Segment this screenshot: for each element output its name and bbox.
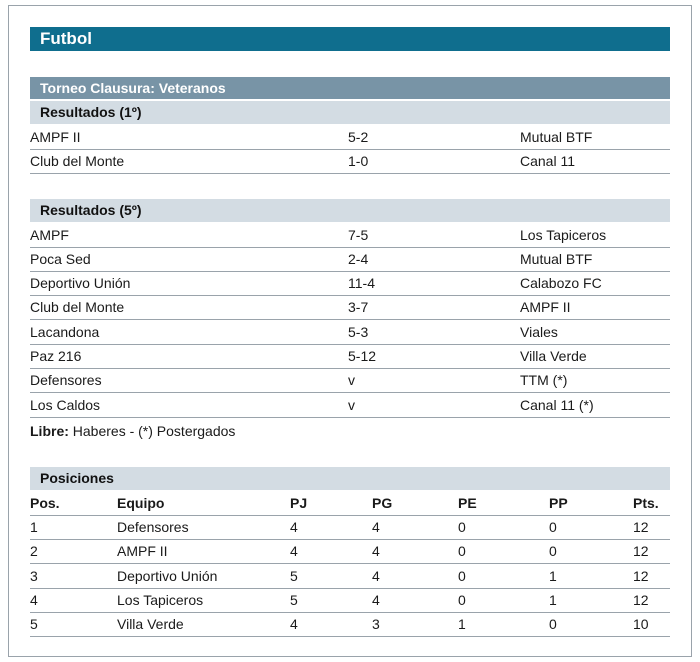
cell-pj: 4	[290, 616, 298, 632]
libre-text: Haberes - (*) Postergados	[68, 423, 236, 439]
cell-pg: 4	[372, 543, 380, 559]
table-row	[30, 224, 670, 248]
away-team: Mutual BTF	[520, 129, 593, 145]
home-team: Poca Sed	[30, 251, 91, 267]
column-header: PE	[458, 495, 477, 511]
page-title: Futbol	[30, 27, 670, 51]
score: 11-4	[348, 275, 375, 291]
cell-team: Los Tapiceros	[117, 592, 204, 608]
cell-pe: 0	[458, 592, 466, 608]
cell-pp: 0	[549, 519, 557, 535]
cell-pos: 1	[30, 519, 38, 535]
cell-pts: 12	[633, 543, 649, 559]
cell-pos: 5	[30, 616, 38, 632]
table-row	[30, 394, 670, 418]
cell-pp: 0	[549, 543, 557, 559]
away-team: Canal 11 (*)	[520, 397, 594, 413]
table-row	[30, 150, 670, 174]
cell-pg: 4	[372, 568, 380, 584]
home-team: Club del Monte	[30, 299, 125, 315]
cell-pts: 12	[633, 592, 649, 608]
column-header: Pos.	[30, 495, 60, 511]
table-row	[30, 565, 670, 589]
home-team: AMPF II	[30, 129, 81, 145]
cell-pp: 1	[549, 568, 557, 584]
cell-team: AMPF II	[117, 543, 168, 559]
home-team: Los Caldos	[30, 397, 101, 413]
home-team: Lacandona	[30, 324, 100, 340]
table-row	[30, 540, 670, 564]
home-team: Deportivo Unión	[30, 275, 131, 291]
cell-pp: 1	[549, 592, 557, 608]
cell-pp: 0	[549, 616, 557, 632]
table-row	[30, 296, 670, 320]
score: 3-7	[348, 299, 369, 315]
results1-heading: Resultados (1º)	[30, 101, 670, 124]
home-team: Defensores	[30, 372, 102, 388]
cell-pj: 5	[290, 568, 298, 584]
column-header: Equipo	[117, 495, 165, 511]
cell-pe: 0	[458, 519, 466, 535]
score: 1-0	[348, 153, 369, 169]
cell-pts: 12	[633, 519, 649, 535]
home-team: Club del Monte	[30, 153, 125, 169]
away-team: TTM (*)	[520, 372, 568, 388]
cell-pe: 1	[458, 616, 466, 632]
away-team: Mutual BTF	[520, 251, 593, 267]
home-team: AMPF	[30, 227, 69, 243]
cell-team: Villa Verde	[117, 616, 184, 632]
table-row	[30, 589, 670, 613]
away-team: Los Tapiceros	[520, 227, 607, 243]
results5-heading: Resultados (5º)	[30, 199, 670, 222]
cell-pts: 12	[633, 568, 649, 584]
home-team: Paz 216	[30, 348, 82, 364]
away-team: Villa Verde	[520, 348, 587, 364]
column-header: Pts.	[633, 495, 659, 511]
cell-pj: 4	[290, 543, 298, 559]
libre-note	[30, 421, 235, 441]
away-team: Calabozo FC	[520, 275, 602, 291]
tournament-title: Torneo Clausura: Veteranos	[30, 77, 670, 99]
away-team: Canal 11	[520, 153, 576, 169]
score: v	[348, 372, 355, 388]
cell-team: Defensores	[117, 519, 189, 535]
table-row	[30, 272, 670, 296]
standings-header-row	[30, 492, 670, 516]
score: 5-2	[348, 129, 369, 145]
cell-team: Deportivo Unión	[117, 568, 218, 584]
cell-pj: 5	[290, 592, 298, 608]
away-team: AMPF II	[520, 299, 571, 315]
cell-pg: 4	[372, 592, 380, 608]
cell-pos: 2	[30, 543, 38, 559]
score: 5-12	[348, 348, 377, 364]
cell-pj: 4	[290, 519, 298, 535]
table-row	[30, 369, 670, 393]
score: v	[348, 397, 355, 413]
table-row	[30, 516, 670, 540]
column-header: PG	[372, 495, 393, 511]
table-row	[30, 613, 670, 637]
table-row	[30, 248, 670, 272]
column-header: PP	[549, 495, 568, 511]
cell-pts: 10	[633, 616, 649, 632]
cell-pg: 4	[372, 519, 380, 535]
column-header: PJ	[290, 495, 308, 511]
cell-pe: 0	[458, 543, 466, 559]
score: 2-4	[348, 251, 369, 267]
cell-pos: 4	[30, 592, 38, 608]
score: 5-3	[348, 324, 369, 340]
cell-pos: 3	[30, 568, 38, 584]
away-team: Viales	[520, 324, 558, 340]
standings-heading: Posiciones	[30, 467, 670, 490]
table-row	[30, 126, 670, 150]
table-row	[30, 345, 670, 369]
table-row	[30, 321, 670, 345]
score: 7-5	[348, 227, 369, 243]
cell-pe: 0	[458, 568, 466, 584]
cell-pg: 3	[372, 616, 380, 632]
libre-label: Libre:	[30, 423, 69, 439]
